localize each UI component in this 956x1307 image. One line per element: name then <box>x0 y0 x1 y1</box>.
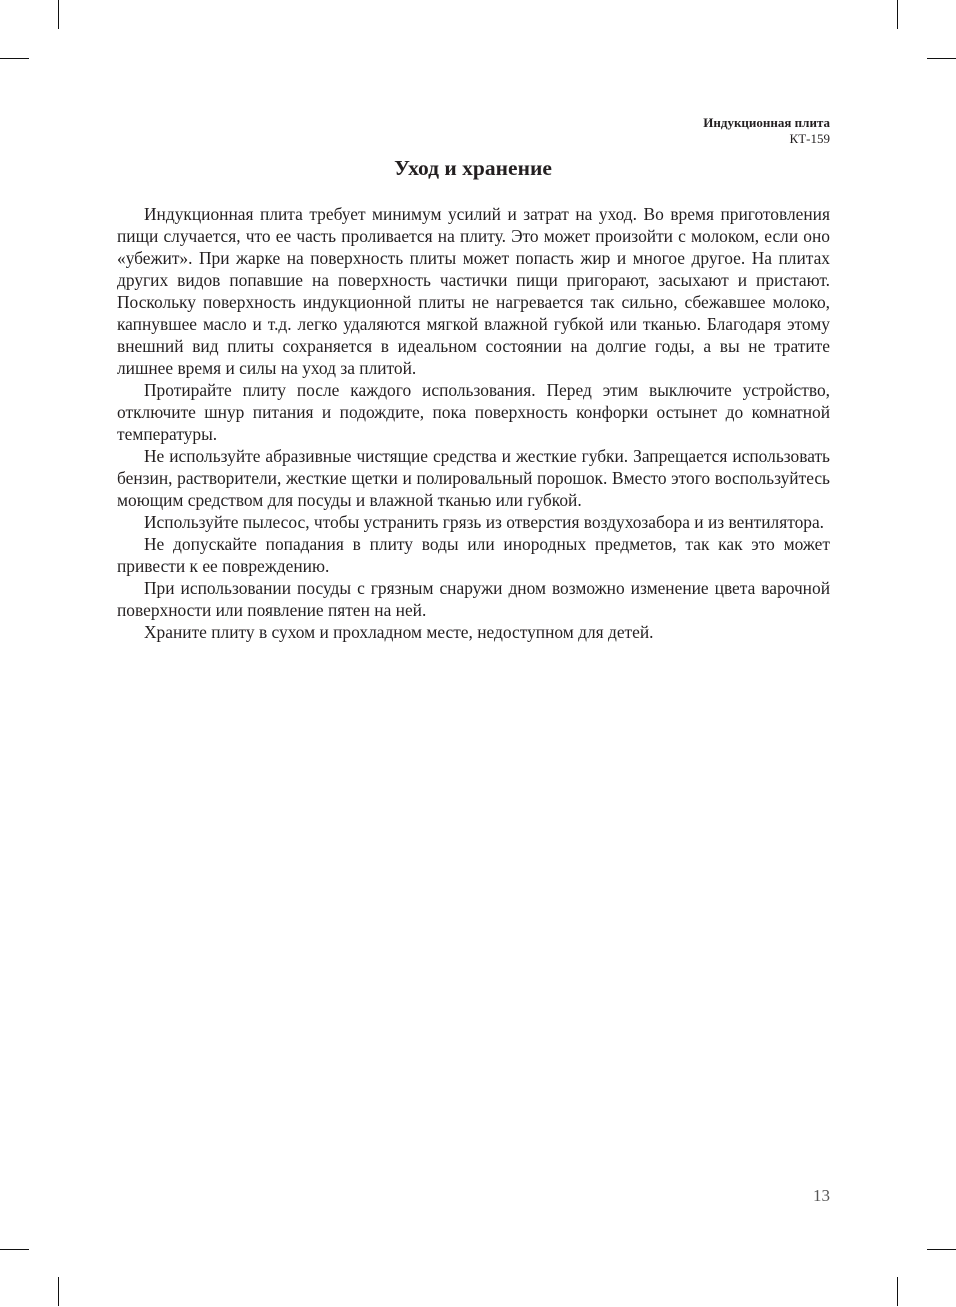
crop-mark-bottom-left-horizontal <box>0 1249 29 1250</box>
paragraph-no-abrasives: Не используйте абразивные чистящие средства и жесткие губки. Запрещается использовать бензин, растворители, жесткие щетки и полировальный порошок. Вместо этого воспользуйтесь моющим средством для посуды и влажной тканью или губкой. <box>117 446 830 510</box>
paragraph-storage: Храните плиту в сухом и прохладном месте, недоступном для детей. <box>144 622 654 642</box>
paragraph-dirty-cookware: При использовании посуды с грязным снаружи дном возможно изменение цвета варочной поверхности или появление пятен на ней. <box>117 578 830 620</box>
crop-mark-top-right-vertical <box>897 0 898 29</box>
paragraph-vacuum: Используйте пылесос, чтобы устранить грязь из отверстия воздухозабора и из вентилятора. <box>144 512 825 532</box>
body-text <box>117 203 830 643</box>
header-product-name: Индукционная плита <box>703 115 830 130</box>
crop-mark-top-left-horizontal <box>0 58 29 59</box>
crop-mark-bottom-left-vertical <box>58 1277 59 1306</box>
paragraph-care-overview: Индукционная плита требует минимум усилий и затрат на уход. Во время приготовления пищи случается, что ее часть проливается на плиту. Это может произойти с молоком, если оно «убежит». При жарке на поверхность плиты может попасть жир и многое другое. На плитах других видов попавшие на поверхность частички пищи пригорают, засыхают и пристают. Поскольку поверхность индукционной плиты не нагревается так сильно, сбежавшее молоко, капнувшее масло и т.д. легко удаляются мягкой влажной губкой или тканью. Благодаря этому внешний вид плиты сохраняется в идеальном состоянии на долгие годы, а вы не тратите лишнее время и силы на уход за плитой. <box>117 204 830 378</box>
crop-mark-bottom-right-horizontal <box>927 1249 956 1250</box>
paragraph-wipe-after-use: Протирайте плиту после каждого использования. Перед этим выключите устройство, отключите шнур питания и подождите, пока поверхность конфорки остынет до комнатной температуры. <box>117 380 830 444</box>
page-number: 13 <box>813 1186 830 1205</box>
crop-mark-top-right-horizontal <box>927 58 956 59</box>
running-header <box>703 115 830 147</box>
section-title: Уход и хранение <box>394 156 552 180</box>
header-model-number: КТ-159 <box>789 131 830 146</box>
paragraph-no-water: Не допускайте попадания в плиту воды или инородных предметов, так как это может привести к ее повреждению. <box>117 534 830 576</box>
crop-mark-bottom-right-vertical <box>897 1277 898 1306</box>
crop-mark-top-left-vertical <box>58 0 59 29</box>
